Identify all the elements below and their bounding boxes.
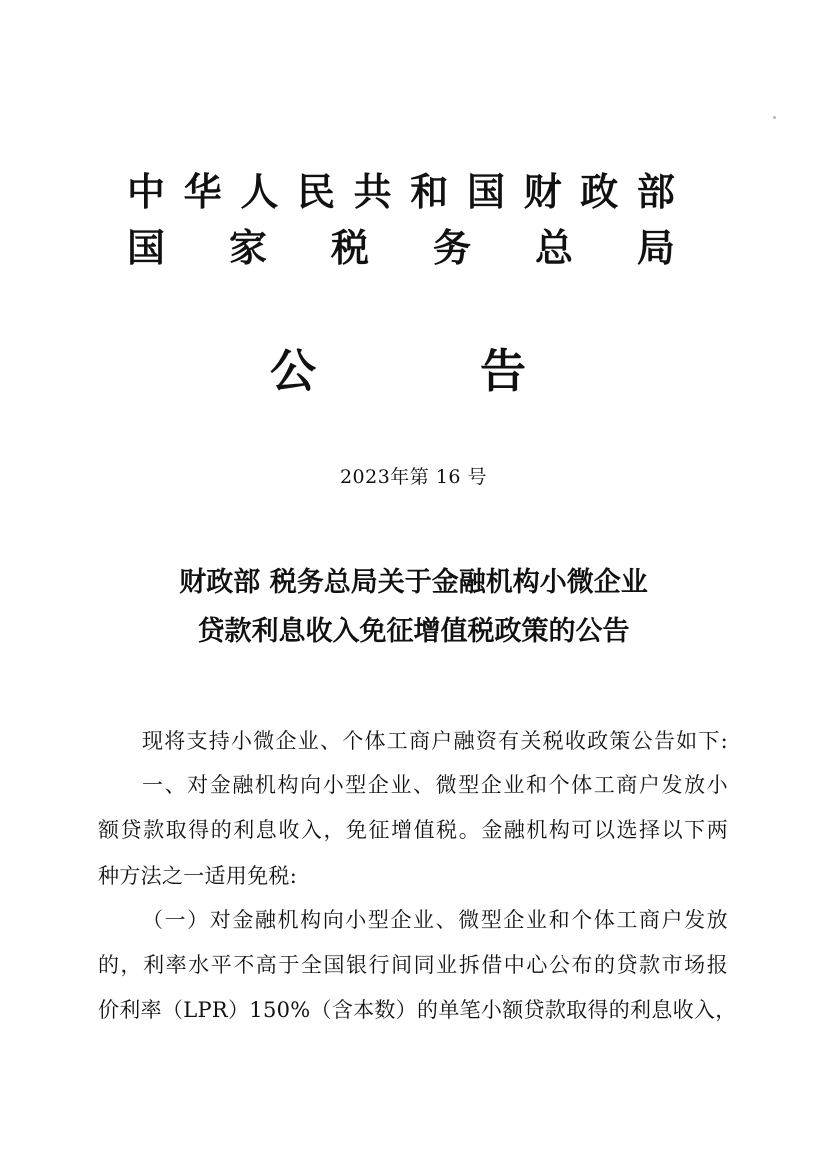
issuer-char: 财 <box>523 169 562 214</box>
issuer-state-taxation-administration <box>127 226 675 270</box>
body-text-line: 额贷款取得的利息收入，免征增值税。金融机构可以选择以下两 <box>98 818 728 842</box>
issuer-char: 务 <box>432 225 471 270</box>
issuer-char: 民 <box>296 169 335 214</box>
body-text-line: 种方法之一适用免税: <box>98 864 298 888</box>
issuer-char: 总 <box>534 225 573 270</box>
body-text-line: 一、对金融机构向小型企业、微型企业和个体工商户发放小 <box>142 773 728 797</box>
issuer-char: 人 <box>240 169 279 214</box>
issuer-char: 税 <box>330 225 369 270</box>
issuer-char: 和 <box>410 169 449 214</box>
body-text-line: 的，利率水平不高于全国银行间同业拆借中心公布的贷款市场报 <box>98 953 728 977</box>
issuer-char: 华 <box>183 169 222 214</box>
issuer-char: 国 <box>127 225 166 270</box>
issuer-char: 中 <box>127 169 166 214</box>
issuer-char: 政 <box>580 169 619 214</box>
issuer-char: 局 <box>636 225 675 270</box>
issuer-char: 共 <box>353 169 392 214</box>
issuer-char: 部 <box>636 169 675 214</box>
document-title-line-1: 财政部 税务总局关于金融机构小微企业 <box>179 567 648 598</box>
notice-heading <box>270 345 526 397</box>
notice-char: 公 <box>270 344 316 398</box>
issuer-char: 国 <box>466 169 505 214</box>
body-text-line: 价利率（LPR）150%（含本数）的单笔小额贷款取得的利息收入， <box>98 998 737 1022</box>
issuer-char: 家 <box>228 225 267 270</box>
scan-speck <box>773 116 776 119</box>
body-text-line: 现将支持小微企业、个体工商户融资有关税收政策公告如下: <box>142 729 728 753</box>
issuer-ministry-of-finance <box>127 170 675 214</box>
document-number: 2023年第 16 号 <box>339 466 488 488</box>
document-title-line-2: 贷款利息收入免征增值税政策的公告 <box>197 616 630 647</box>
notice-char: 告 <box>480 344 526 398</box>
body-text-line: （一）对金融机构向小型企业、微型企业和个体工商户发放 <box>142 908 728 932</box>
